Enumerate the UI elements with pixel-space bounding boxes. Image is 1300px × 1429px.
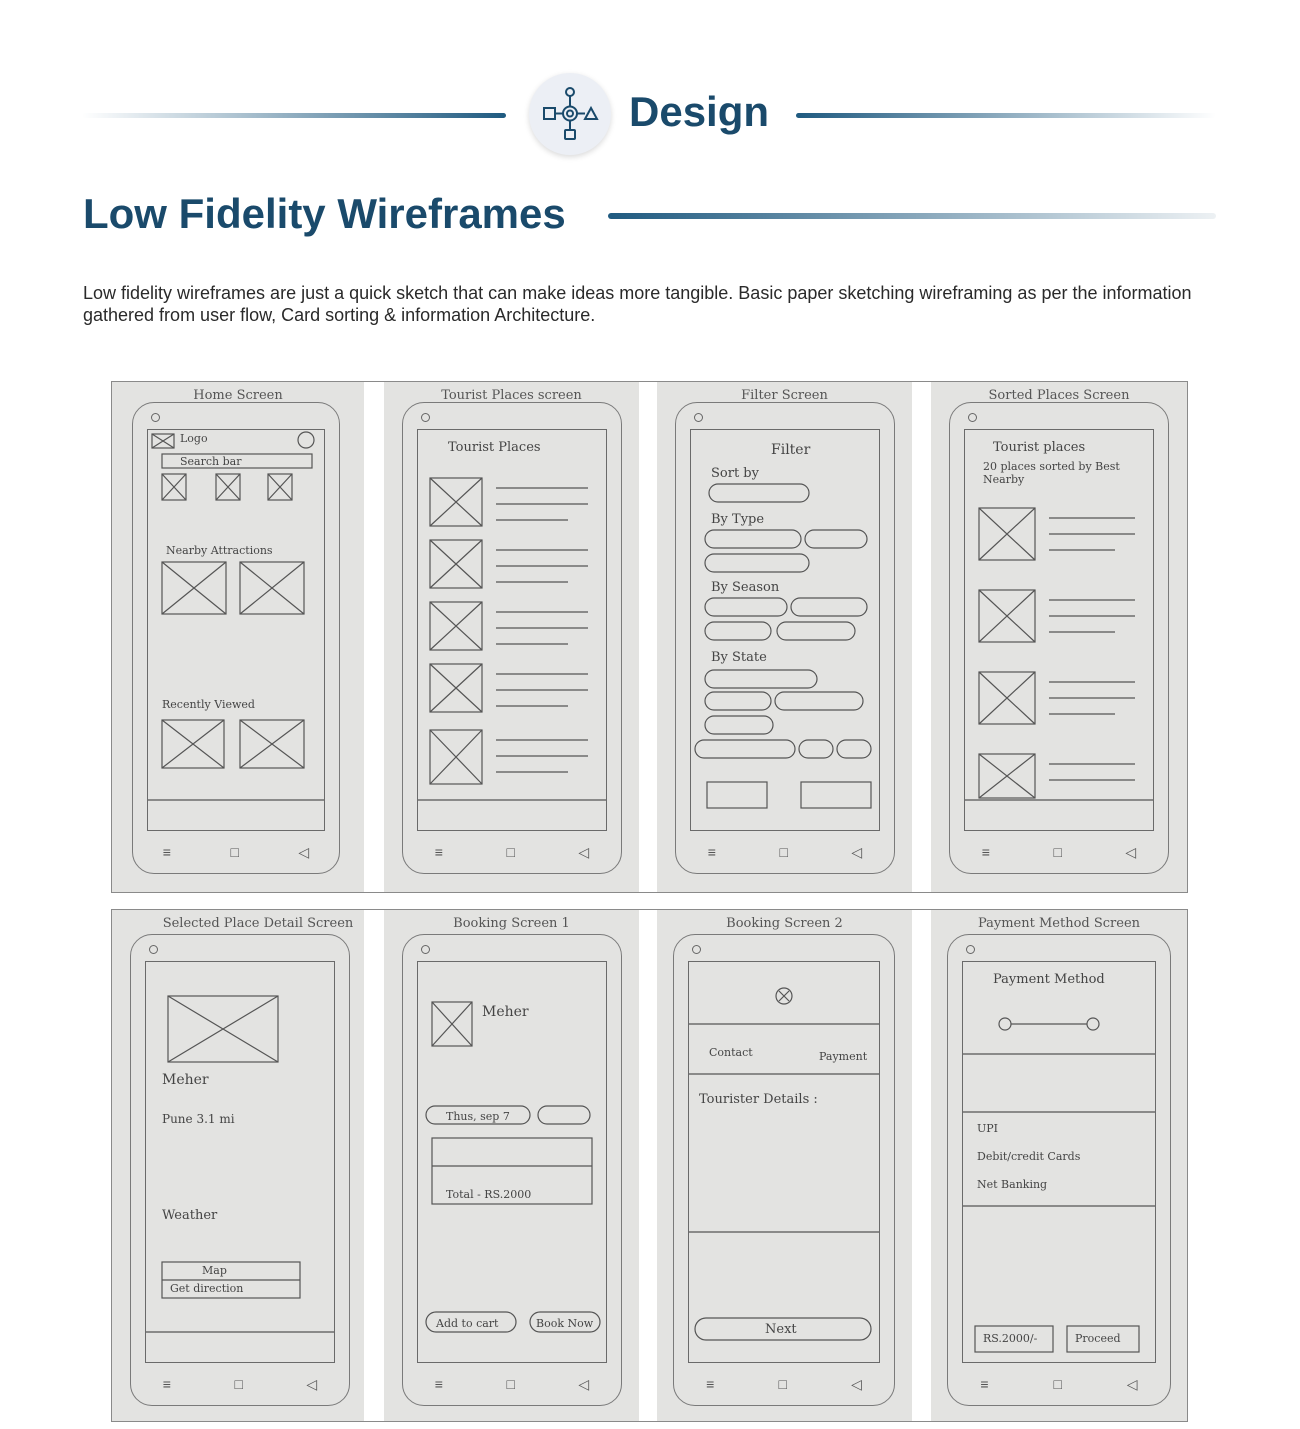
wireframe-title: Booking Screen 1 [453, 916, 570, 931]
tourist-title-label: Tourist Places [448, 440, 541, 455]
wireframe-title: Filter Screen [741, 388, 828, 403]
wireframe-sorted-places-screen [931, 382, 1187, 892]
booking2-contact-label: Contact [709, 1046, 753, 1059]
detail-name-label: Meher [162, 1072, 209, 1088]
sorted-sub-label: 20 places sorted by Best Nearby [983, 460, 1120, 486]
filter-season-label: By Season [711, 580, 780, 595]
sorted-title-label: Tourist places [993, 440, 1086, 455]
wireframes-row-2 [111, 909, 1188, 1422]
phone-frame: Tourist Places ≡ □ ◁ [402, 402, 622, 874]
wireframe-title: Tourist Places screen [441, 388, 582, 403]
filter-sort-label: Sort by [711, 466, 759, 481]
wireframe-place-detail-screen [112, 910, 364, 1421]
wireframe-title: Selected Place Detail Screen [162, 916, 354, 931]
wireframe-title: Sorted Places Screen [988, 388, 1130, 403]
filter-type-label: By Type [711, 512, 765, 527]
phone-frame: Logo Search bar Nearby Attractions Recently Viewed ≡ □ ◁ [132, 402, 340, 874]
wireframe-tourist-places-screen [384, 382, 639, 892]
home-search-label: Search bar [180, 455, 242, 468]
payment-proceed-label: Proceed [1075, 1332, 1121, 1345]
header-title: Design [629, 88, 770, 135]
phone-frame: Contact Payment Tourister Details : Next ≡ □ ◁ [673, 934, 895, 1406]
filter-state-label: By State [711, 650, 767, 665]
phone-frame: Filter Sort by By Type By Season By State ≡ □ ◁ [675, 402, 895, 874]
booking1-total-label: Total - RS.2000 [446, 1188, 532, 1201]
header-divider-left [82, 113, 506, 118]
detail-city-label: Pune 3.1 mi [162, 1112, 235, 1126]
booking1-name-label: Meher [482, 1004, 529, 1020]
wireframe-home-screen [112, 382, 364, 892]
booking1-date-label: Thus, sep 7 [446, 1110, 510, 1123]
booking1-book-label: Book Now [536, 1317, 594, 1330]
home-logo-label: Logo [180, 432, 208, 445]
intro-paragraph: Low fidelity wireframes are just a quick sketch that can make ideas more tangible. Basic paper sketching wireframing as per the information gathered from user flow, Card sorting & information Architecture. [83, 283, 1192, 325]
payment-upi-label: UPI [977, 1122, 999, 1135]
phone-frame: Meher Pune 3.1 mi Weather Map Get direction ≡ □ ◁ [130, 934, 350, 1406]
filter-title-label: Filter [771, 442, 811, 458]
booking1-cart-label: Add to cart [436, 1317, 499, 1330]
phone-frame: Tourist places 20 places sorted by Best Nearby ≡ □ ◁ [949, 402, 1169, 874]
payment-title-label: Payment Method [993, 972, 1105, 987]
home-nearby-label: Nearby Attractions [166, 544, 273, 557]
booking2-payment-label: Payment [819, 1050, 868, 1063]
payment-amount-label: RS.2000/- [983, 1332, 1038, 1345]
section-title: Low Fidelity Wireframes [83, 190, 566, 237]
booking2-details-label: Tourister Details : [699, 1092, 818, 1107]
booking2-next-label: Next [765, 1322, 797, 1337]
wireframe-filter-screen [657, 382, 912, 892]
home-recent-label: Recently Viewed [162, 698, 255, 711]
wireframe-booking-screen-1 [384, 910, 639, 1421]
wireframe-payment-method-screen [931, 910, 1187, 1421]
phone-frame: Meher Thus, sep 7 Total - RS.2000 Add to cart Book Now ≡ □ ◁ [402, 934, 622, 1406]
payment-net-label: Net Banking [977, 1178, 1048, 1191]
detail-map-label: Map [202, 1264, 227, 1277]
payment-card-label: Debit/credit Cards [977, 1150, 1081, 1163]
phone-frame: Payment Method UPI Debit/credit Cards Net Banking RS.2000/- Proceed ≡ □ ◁ [947, 934, 1171, 1406]
detail-weather-label: Weather [162, 1208, 218, 1223]
detail-direction-label: Get direction [170, 1282, 244, 1295]
wireframe-title: Booking Screen 2 [726, 916, 843, 931]
wireframe-title: Payment Method Screen [977, 916, 1141, 931]
wireframes-row-1 [111, 381, 1188, 893]
section-divider [608, 213, 1216, 219]
wireframe-title: Home Screen [193, 388, 283, 403]
design-process-icon [529, 73, 611, 155]
header-divider-right [796, 113, 1216, 118]
wireframe-booking-screen-2 [657, 910, 912, 1421]
